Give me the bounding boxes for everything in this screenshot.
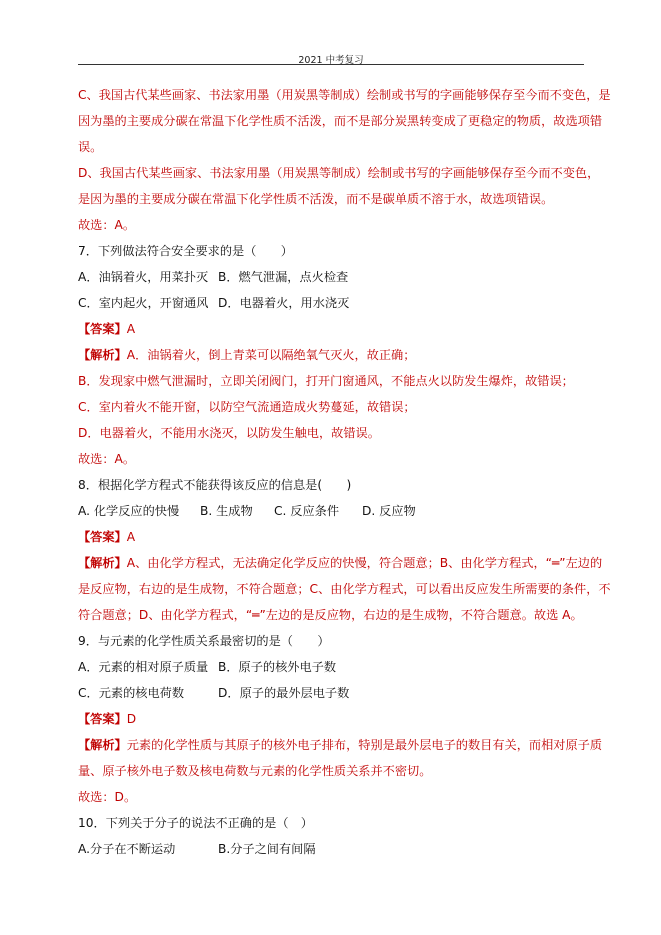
analysis-tag: 【解析】	[78, 348, 127, 362]
answer-tag: 【答案】	[78, 712, 127, 726]
q8-option-c: C. 反应条件	[274, 504, 340, 518]
c-option-line-1: C、我国古代某些画家、书法家用墨（用炭黑等制成）绘制或书写的字画能够保存至今而不变色，是	[78, 88, 611, 102]
document-body	[78, 82, 611, 862]
analysis-text: 元素的化学性质与其原子的核外电子排布，特别是最外层电子的数目有关，而相对原子质	[126, 738, 603, 752]
answer-value: A	[126, 322, 136, 336]
q7-option-c: C．室内起火，开窗通风	[78, 296, 209, 310]
q10-option-b: B.分子之间有间隔	[218, 842, 316, 856]
answer-tag: 【答案】	[78, 530, 127, 544]
q7-option-b: B．燃气泄漏，点火检查	[218, 270, 349, 284]
q8-option-a: A. 化学反应的快慢	[78, 504, 180, 518]
answer-value: A	[126, 530, 136, 544]
q7-select: 故选：A。	[78, 452, 136, 466]
analysis-tag: 【解析】	[78, 738, 127, 752]
q9-option-c: C．元素的核电荷数	[78, 686, 185, 700]
q8-option-b: B. 生成物	[200, 504, 253, 518]
q7-answer	[78, 316, 588, 342]
d-option-line-2: 是因为墨的主要成分碳在常温下化学性质不活泼，而不是碳单质不溶于水，故选项错误。	[78, 192, 554, 206]
q8-options	[78, 498, 588, 524]
d-option-line-1: D、我国古代某些画家、书法家用墨（用炭黑等制成）绘制或书写的字画能够保存至今而不变色，	[78, 166, 600, 180]
q10-stem: 10．下列关于分子的说法不正确的是（ ）	[78, 816, 313, 830]
q8-answer	[78, 524, 588, 550]
q10-option-a: A.分子在不断运动	[78, 842, 176, 856]
q8-stem: 8．根据化学方程式不能获得该反应的信息是( )	[78, 478, 352, 492]
q9-stem: 9．与元素的化学性质关系最密切的是（ ）	[78, 634, 330, 648]
q9-analysis-1	[78, 732, 603, 758]
analysis-tag: 【解析】	[78, 556, 127, 570]
q7-analysis-1	[78, 342, 588, 368]
header-divider	[78, 64, 584, 65]
q7-analysis-4: D．电器着火，不能用水浇灭，以防发生触电，故错误。	[78, 426, 380, 440]
q8-option-d: D. 反应物	[362, 504, 416, 518]
analysis-text: A．油锅着火，倒上青菜可以隔绝氧气灭火，故正确；	[126, 348, 416, 362]
q9-option-b: B．原子的核外电子数	[218, 660, 337, 674]
q7-option-a: A．油锅着火，用菜扑灭	[78, 270, 209, 284]
c-option-line-2: 因为墨的主要成分碳在常温下化学性质不活泼，而不是部分炭黑转变成了更稳定的物质，故选项错	[78, 114, 603, 128]
q7-analysis-2: B．发现家中燃气泄漏时，立即关闭阀门，打开门窗通风，不能点火以防发生爆炸，故错误；	[78, 374, 574, 388]
q7-option-d: D．电器着火，用水浇灭	[218, 296, 350, 310]
q10-options-ab	[78, 836, 588, 862]
q7-options-cd	[78, 290, 588, 316]
q8-analysis-2: 是反应物，右边的是生成物，不符合题意；C、由化学方程式，可以看出反应发生所需要的条件，不	[78, 582, 611, 596]
c-option-line-3: 误。	[78, 140, 103, 154]
select-line: 故选：A。	[78, 218, 136, 232]
q7-stem: 7．下列做法符合安全要求的是（ ）	[78, 244, 293, 258]
q9-option-a: A．元素的相对原子质量	[78, 660, 209, 674]
q9-options-cd	[78, 680, 588, 706]
q8-analysis-1	[78, 550, 603, 576]
q9-option-d: D．原子的最外层电子数	[218, 686, 350, 700]
q9-options-ab	[78, 654, 588, 680]
q7-options-ab	[78, 264, 588, 290]
answer-tag: 【答案】	[78, 322, 127, 336]
q9-analysis-2: 量、原子核外电子数及核电荷数与元素的化学性质关系并不密切。	[78, 764, 432, 778]
q9-answer	[78, 706, 588, 732]
analysis-text: A、由化学方程式，无法确定化学反应的快慢，符合题意；B、由化学方程式，“═”左边的	[126, 556, 603, 570]
q7-analysis-3: C．室内着火不能开窗，以防空气流通造成火势蔓延，故错误；	[78, 400, 416, 414]
q8-analysis-3: 符合题意；D、由化学方程式，“═”左边的是反应物，右边的是生成物，不符合题意。故选 A。	[78, 608, 583, 622]
q9-select: 故选：D。	[78, 790, 137, 804]
page-header: 2021 中考复习	[298, 55, 364, 66]
answer-value: D	[126, 712, 137, 726]
